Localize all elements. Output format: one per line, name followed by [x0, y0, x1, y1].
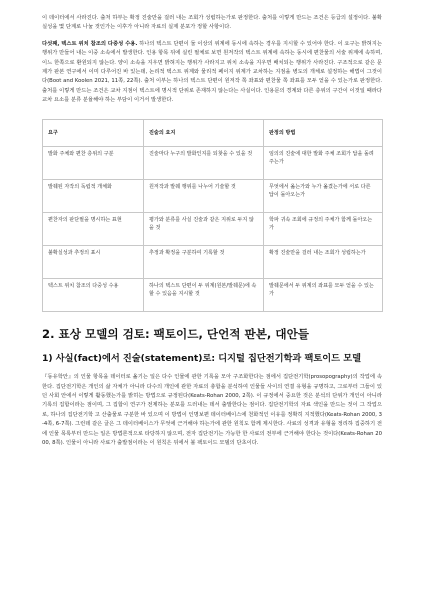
- section-heading: 2. 표상 모델의 검토: 팩토이드, 단언적 판본, 대안들: [42, 326, 309, 341]
- table-cell: 평가와 분류를 사실 진술과 같은 지위로 두지 않을 것: [144, 212, 264, 245]
- table-row: [43, 212, 383, 245]
- table-cell: 임의의 진술에 대한 발화 주체 조회가 답을 돌려주는가: [264, 146, 383, 179]
- criterion-five-lead: 다섯째, 텍스트 위치 참조의 다중성 수용.: [42, 40, 138, 47]
- table-cell: 원저작과 발췌 행위를 나누어 기술할 것: [144, 179, 264, 212]
- table-header-cell: 진술의 요지: [144, 119, 264, 146]
- table-cell: 발화 주체와 편찬 층위의 구분: [43, 146, 144, 179]
- table-cell: 학파 귀속 조회에 규정의 주체가 함께 돌아오는가: [264, 212, 383, 245]
- paragraph-prosopography: 『동유학안』의 인물 항목을 데이터로 옮기는 일은 다수 인물에 관한 기록을 모아 구조화한다는 점에서 집단전기학(prosopography)의 작업에 속한다. 집단전기학은 개인의 삶 자체가 아니라 다수의 개인에 관한 자료의 총합을 분석하여 인물들 사이의 연결 유형을 규명하고, 그로부터 그들이 있던 사회 안에서 이렇게 활동했는가를 밝히는 방법으로 규정된다(Keats-Rohan 2000, 2쪽). 이 규정에서 중요한 것은 분석의 단위가 개인이 아니라 기록의 집합이라는 점이며, 그 집합이 연구가 전제하는 분포를 드러내는 데서 출발한다는 점이다. 집단전기학의 자료 색인을 만드는 것이 그 작업으로, 하나의 집단전기학 고 산출물로 구분한 바 있으며 이 방법이 인명보편 데이터베이스에 천화적인 이유를 정확히 지적했다(Keats-Rohan 2000, 3-4쪽, 6-7쪽). 그런데 같은 글은 그 데이터베이스가 무엇에 근거해야 하는가에 관한 원칙도 함께 제시한다. 사료의 성격과 유형을 정리하 집중하기 전에 인물 목록부터 만드는 일은 방법론적으로 타당하지 않으며, 전자 집단전기는 가능한 한 사료의 전부에 근거해야 한다는 것이다(Keats-Rohan 2000, 8쪽). 인물이 아니라 사료가 출발점이라는 이 원칙은 뒤에서 볼 팩토이드 모델의 단초이다.: [42, 374, 382, 447]
- requirements-table: [42, 119, 383, 312]
- table-cell: 추정과 확정을 구분하여 기록할 것: [144, 245, 264, 278]
- table-cell: 발췌문에서 두 위계의 좌표를 모두 얻을 수 있는가: [264, 278, 383, 311]
- table-cell: 불확실성과 추정의 표시: [43, 245, 144, 278]
- table-row: [43, 146, 383, 179]
- table-header-row: [43, 119, 383, 146]
- criterion-five-body: 하나의 텍스트 단편이 둘 이상의 위계에 동시에 속하는 경우를 지시할 수 있어야 한다. 이 요구는 밝혀지는 행위가 만들어 내는 이중 소속에서 발생한다. 인용 항목 뒤에 실린 필체로 보면 원저작의 텍스트 위계에 속하는 동시에 편찬물의 서술 위계에 속하며, 이느 한쪽으로 환원되지 않는다. 양이 소속을 지우면 밝혀지는 행위가 사라지고 위치 소속을 지우면 배치되는 행위가 사라진다. 구조적으로 같은 문제가 판본 연구에서 이미 다루어진 바 있는데, 논리적 텍스트 위계와 물리적 페이지 위계가 교차하는 지점을 병도의 개체로 설정하는 해법이 그것이다(Boot and Koolen 2021, 11쪽, 22쪽). 출처 이부는 하나의 텍스트 단편이 원저작 쪽 좌표와 편찬물 쪽 좌표를 모두 얻을 수 있는가로 판정한다. 출처를 이렇게 만드는 조건은 교차 지점이 텍스트에 명시적 단위로 존재하지 않는다는 사실이다. 인용문의 경계와 다른 층위의 구간이 이것일 때라다 교차 요소를 분류 분율해야 하는 부담이 이거서 발생한다.: [42, 40, 382, 104]
- table-header-cell: 판정의 방법: [264, 119, 383, 146]
- page-content: [42, 14, 382, 449]
- table-cell: 확정 진술만을 걸러 내는 조회가 성립하는가: [264, 245, 383, 278]
- table-header-cell: 요구: [43, 119, 144, 146]
- table-row: [43, 179, 383, 212]
- paragraph-criterion-five: [42, 40, 382, 106]
- table-cell: 편찬자의 판단필을 명시하는 표현: [43, 212, 144, 245]
- table-cell: 발췌된 자작의 독립적 개체화: [43, 179, 144, 212]
- subsection-heading: 1) 사실(fact)에서 진술(statement)로: 디지털 집단전기학과 팩토이드 모델: [42, 352, 361, 364]
- table-cell: 무엇에서 옮는가와 누가 옮겼는가에 서로 다른 답이 돌아오는가: [264, 179, 383, 212]
- table-row: [43, 245, 383, 278]
- table-cell: 하나의 텍스트 단편이 두 위계(원본/발췌문)에 속할 수 있음을 지시할 것: [144, 278, 264, 311]
- paragraph-criterion-four-end: 이 데이터에서 사라진다. 출처 하부는 확정 진술만을 걸러 내는 조회가 성립하는가로 판정한다. 출처를 이렇게 만드는 조건은 등급의 설정이다. 불확실성을 몇 단계로 나눌 것인가는 이후가 아니라 자료의 실제 분포가 정할 사항이다.: [42, 15, 382, 31]
- table-cell: 진술마다 누구의 발화인지를 되찾을 수 있을 것: [144, 146, 264, 179]
- table-row: [43, 278, 383, 311]
- table-cell: 텍스트 위치 참조의 다중성 수용: [43, 278, 144, 311]
